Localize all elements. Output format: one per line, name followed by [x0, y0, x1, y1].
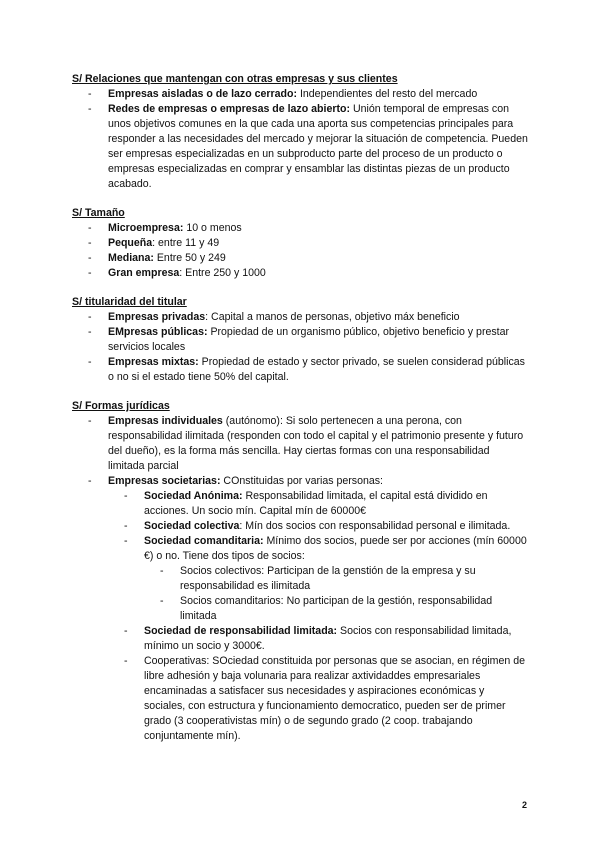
list-item [108, 624, 528, 654]
item-term: Sociedad de responsabilidad limitada: [144, 625, 338, 637]
list-item [108, 654, 528, 744]
section-tamano [72, 206, 528, 281]
item-term: Sociedad Anónima: [144, 490, 243, 502]
list-item [72, 325, 528, 355]
item-text: Socios colectivos: Participan de la genstión de la empresa y su responsabilidad es ilimitada [180, 565, 476, 592]
section-heading: S/ Relaciones que mantengan con otras empresas y sus clientes [72, 73, 398, 85]
item-text: Socios con responsabilidad limitada, mínimo un socio y 3000€. [144, 625, 512, 652]
section-formas-juridicas [72, 399, 528, 744]
item-term: Empresas privadas [108, 311, 206, 323]
item-term: Sociedad comanditaria: [144, 535, 264, 547]
item-text: Unión temporal de empresas con unos objetivos comunes en la que cada una aporta sus competencias principales para responder a las necesidades del mercado y mejorar la situación de competencia. Pueden ser empresas especializadas en un subproducto parte del proceso de un producto o empresas especializadas en comprar y ensamblar las distintas piezas de un producto acabado. [108, 103, 528, 190]
section-heading: S/ Formas jurídicas [72, 400, 170, 412]
list-item [72, 251, 528, 266]
item-text: 10 o menos [183, 222, 242, 234]
item-term: Gran empresa [108, 267, 180, 279]
list-item [108, 519, 528, 534]
item-text: : entre 11 y 49 [152, 237, 220, 249]
section-heading: S/ Tamaño [72, 207, 125, 219]
item-text: COnstituidas por varias personas: [220, 475, 383, 487]
bullet-list [72, 221, 528, 281]
list-item [144, 594, 528, 624]
list-item [72, 102, 528, 192]
item-text: : Entre 250 y 1000 [179, 267, 266, 279]
bullet-list [72, 310, 528, 385]
item-term: Pequeña [108, 237, 153, 249]
item-text: Cooperativas: SOciedad constituida por personas que se asocian, en régimen de libre adhesión y baja volunaria para realizar axtividaddes empresariales encaminadas a satisfacer sus necesidades y aspiraciones económicas y sociales, con estructura y funcionamiento democratico, pueden ser de primer grado (3 cooperativistas mín) o de segundo grado (2 coop. trabajando conjuntamente mín). [144, 655, 526, 742]
list-item [72, 266, 528, 281]
item-text: Mínimo dos socios, puede ser por acciones (mín 60000 €) o no. Tiene dos tipos de socios: [144, 535, 527, 562]
list-item [72, 355, 528, 385]
item-term: Empresas aisladas o de lazo cerrado: [108, 88, 298, 100]
section-heading: S/ titularidad del titular [72, 296, 187, 308]
item-text: Independientes del resto del mercado [297, 88, 478, 100]
nested-list [144, 564, 528, 624]
item-text: : Mín dos socios con responsabilidad personal e ilimitada. [239, 520, 511, 532]
item-term: Redes de empresas o empresas de lazo abierto: [108, 103, 350, 115]
bullet-list [72, 87, 528, 192]
list-item [72, 414, 528, 474]
item-text: Propiedad de un organismo público, objetivo beneficio y prestar servicios locales [108, 326, 510, 353]
item-term: Empresas individuales [108, 415, 223, 427]
list-item [72, 87, 528, 102]
list-item [108, 534, 528, 624]
list-item [72, 310, 528, 325]
item-term: Sociedad colectiva [144, 520, 240, 532]
page-number: 2 [522, 800, 528, 810]
item-text: Responsabilidad limitada, el capital está dividido en acciones. Un socio mín. Capital mín de 60000€ [144, 490, 488, 517]
section-relaciones [72, 72, 528, 192]
page-content [72, 72, 528, 758]
section-titularidad [72, 295, 528, 385]
list-item [72, 474, 528, 744]
list-item [72, 221, 528, 236]
item-term: Mediana: [108, 252, 154, 264]
list-item [144, 564, 528, 594]
item-text: (autónomo): Si solo pertenecen a una perona, con responsabilidad ilimitada (responden con todo el capital y el patrimonio presente y futuro del dueño), es la forma más sencilla. Hay ciertas formas con una responsabilidad limitada parcial [108, 415, 524, 472]
item-text: Propiedad de estado y sector privado, se suelen considerad públicas o no si el estado tiene 50% del capital. [108, 356, 525, 383]
list-item [72, 236, 528, 251]
item-term: EMpresas públicas: [108, 326, 208, 338]
item-text: Entre 50 y 249 [153, 252, 226, 264]
item-text: : Capital a manos de personas, objetivo máx beneficio [205, 311, 460, 323]
bullet-list [72, 414, 528, 744]
item-term: Empresas mixtas: [108, 356, 199, 368]
item-term: Microempresa: [108, 222, 184, 234]
item-term: Empresas societarias: [108, 475, 221, 487]
list-item [108, 489, 528, 519]
item-text: Socios comanditarios: No participan de la gestión, responsabilidad limitada [180, 595, 493, 622]
nested-list [108, 489, 528, 744]
